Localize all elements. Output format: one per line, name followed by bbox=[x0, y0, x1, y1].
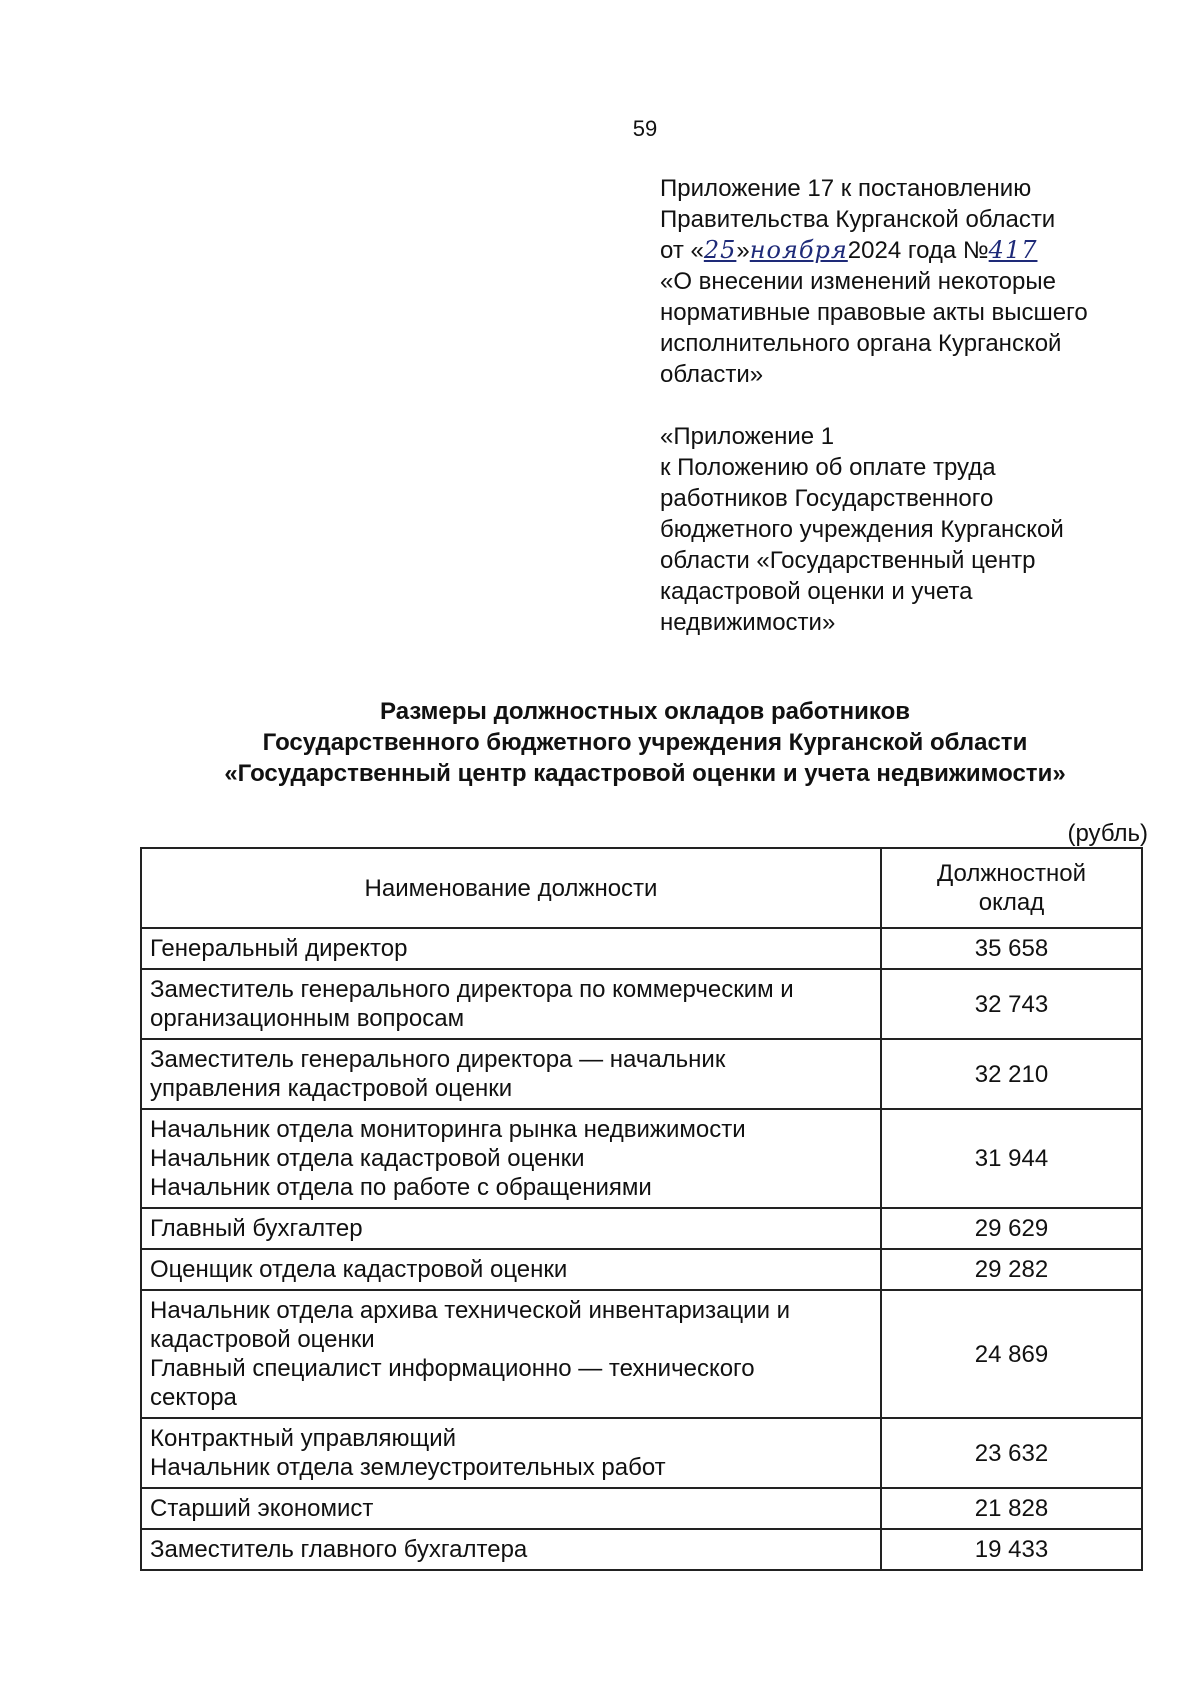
document-title bbox=[100, 696, 1190, 789]
appendix-line: области» bbox=[660, 361, 764, 388]
date-prefix: от « bbox=[660, 237, 704, 264]
handwritten-number: 417 bbox=[988, 236, 1038, 264]
salary-cell: 29 629 bbox=[881, 1208, 1142, 1249]
position-cell bbox=[141, 928, 881, 969]
reference-line: к Положению об оплате труда bbox=[660, 454, 996, 481]
salary-cell: 24 869 bbox=[881, 1290, 1142, 1418]
handwritten-day: 25 bbox=[703, 236, 737, 264]
salary-cell: 21 828 bbox=[881, 1488, 1142, 1529]
salary-table bbox=[140, 847, 1143, 1571]
appendix-line: исполнительного органа Курганской bbox=[660, 330, 1062, 357]
table-row bbox=[141, 1290, 1142, 1418]
table-row bbox=[141, 1109, 1142, 1208]
year-number-label: 2024 года № bbox=[847, 237, 989, 264]
position-title: Главный специалист информационно — технического bbox=[150, 1355, 755, 1382]
table-header-row bbox=[141, 848, 1142, 928]
position-cell bbox=[141, 969, 881, 1039]
reference-line: бюджетного учреждения Курганской bbox=[660, 516, 1064, 543]
title-line: Размеры должностных окладов работников bbox=[380, 698, 910, 725]
reference-line: недвижимости» bbox=[660, 609, 836, 636]
position-cell bbox=[141, 1109, 881, 1208]
salary-cell: 35 658 bbox=[881, 928, 1142, 969]
position-cell bbox=[141, 1529, 881, 1570]
position-title: Генеральный директор bbox=[150, 935, 408, 962]
salary-cell: 29 282 bbox=[881, 1249, 1142, 1290]
table-row bbox=[141, 969, 1142, 1039]
position-title: Заместитель главного бухгалтера bbox=[150, 1536, 528, 1563]
position-title: Заместитель генерального директора — начальник bbox=[150, 1046, 726, 1073]
salary-header-line: оклад bbox=[978, 889, 1045, 916]
handwritten-month: ноября bbox=[749, 236, 848, 264]
appendix-line: «О внесении изменений некоторые bbox=[660, 268, 1056, 295]
salary-header-line: Должностной bbox=[936, 860, 1086, 887]
salary-cell: 23 632 bbox=[881, 1418, 1142, 1488]
table-body bbox=[141, 928, 1142, 1570]
salary-cell: 32 743 bbox=[881, 969, 1142, 1039]
position-column-header: Наименование должности bbox=[141, 848, 881, 928]
salary-cell: 32 210 bbox=[881, 1039, 1142, 1109]
position-cell bbox=[141, 1208, 881, 1249]
position-title: управления кадастровой оценки bbox=[150, 1075, 513, 1102]
currency-unit: (рубль) bbox=[1067, 820, 1148, 847]
appendix-date-line bbox=[660, 235, 1160, 266]
position-cell bbox=[141, 1290, 881, 1418]
reference-line: кадастровой оценки и учета bbox=[660, 578, 973, 605]
position-title: Главный бухгалтер bbox=[150, 1215, 363, 1242]
appendix-header bbox=[660, 173, 1160, 638]
position-title: Начальник отдела по работе с обращениями bbox=[150, 1174, 652, 1201]
table-row bbox=[141, 1249, 1142, 1290]
table-row bbox=[141, 1488, 1142, 1529]
date-quote: » bbox=[736, 237, 750, 264]
reference-line: работников Государственного bbox=[660, 485, 994, 512]
position-title: Контрактный управляющий bbox=[150, 1425, 457, 1452]
position-title: организационным вопросам bbox=[150, 1005, 465, 1032]
position-title: Начальник отдела землеустроительных работ bbox=[150, 1454, 666, 1481]
position-title: Начальник отдела мониторинга рынка недвижимости bbox=[150, 1116, 746, 1143]
position-cell bbox=[141, 1039, 881, 1109]
appendix-line: Приложение 17 к постановлению bbox=[660, 175, 1032, 202]
position-cell bbox=[141, 1418, 881, 1488]
salary-cell: 31 944 bbox=[881, 1109, 1142, 1208]
position-title: Старший экономист bbox=[150, 1495, 374, 1522]
salary-column-header bbox=[881, 848, 1142, 928]
table-row bbox=[141, 1529, 1142, 1570]
appendix-line: Правительства Курганской области bbox=[660, 206, 1056, 233]
position-title: Оценщик отдела кадастровой оценки bbox=[150, 1256, 568, 1283]
title-line: «Государственный центр кадастровой оценки и учета недвижимости» bbox=[224, 760, 1066, 787]
position-title: Начальник отдела кадастровой оценки bbox=[150, 1145, 585, 1172]
page-number: 59 bbox=[632, 116, 658, 141]
title-line: Государственного бюджетного учреждения Курганской области bbox=[262, 729, 1028, 756]
salary-cell: 19 433 bbox=[881, 1529, 1142, 1570]
table-row bbox=[141, 1208, 1142, 1249]
table-row bbox=[141, 928, 1142, 969]
reference-line: «Приложение 1 bbox=[660, 423, 835, 450]
position-title: кадастровой оценки bbox=[150, 1326, 375, 1353]
position-title: сектора bbox=[150, 1384, 237, 1411]
table-row bbox=[141, 1418, 1142, 1488]
position-title: Начальник отдела архива технической инвентаризации и bbox=[150, 1297, 791, 1324]
position-title: Заместитель генерального директора по коммерческим и bbox=[150, 976, 794, 1003]
table-row bbox=[141, 1039, 1142, 1109]
position-cell bbox=[141, 1488, 881, 1529]
reference-line: области «Государственный центр bbox=[660, 547, 1036, 574]
position-cell bbox=[141, 1249, 881, 1290]
appendix-line: нормативные правовые акты высшего bbox=[660, 299, 1088, 326]
